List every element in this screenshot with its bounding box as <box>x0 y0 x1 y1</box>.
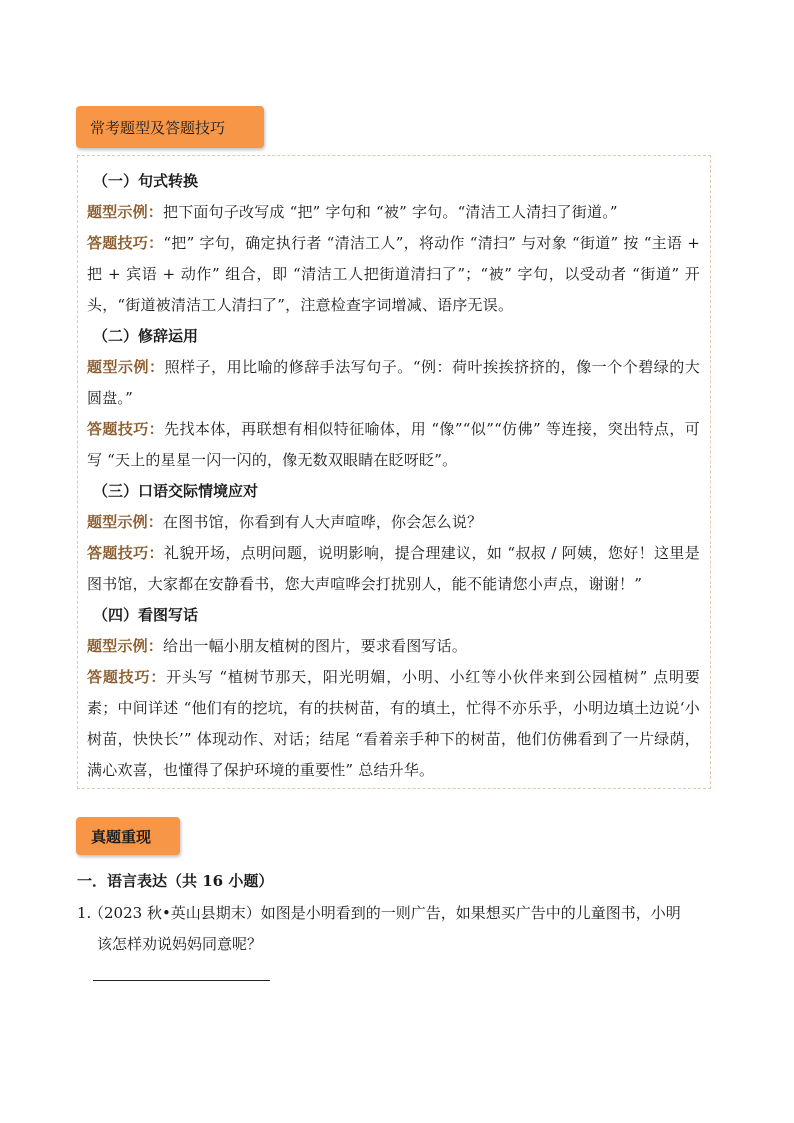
skill-text: 礼貌开场，点明问题，说明影响，提合理建议，如 “叔叔 / 阿姨，您好！这里是图书馆，大家都在安静看书，您大声喧哗会打扰别人，能不能请您小声点，谢谢！” <box>87 544 700 593</box>
example-label: 题型示例： <box>87 513 164 531</box>
skill-paragraph <box>87 538 700 600</box>
example-text: 给出一幅小朋友植树的图片，要求看图写话。 <box>163 637 468 655</box>
section-title: （二）修辞运用 <box>93 327 199 345</box>
skill-label: 答题技巧： <box>87 234 164 252</box>
example-paragraph <box>87 507 700 538</box>
skill-text: 先找本体，再联想有相似特征喻体，用 “像”“似”“仿佛” 等连接，突出特点，可写 “天上的星星一闪一闪的，像无数双眼睛在眨呀眨”。 <box>87 420 700 469</box>
example-text: 照样子，用比喻的修辞手法写句子。“例：荷叶挨挨挤挤的，像一个个碧绿的大圆盘。” <box>87 358 700 407</box>
section-tag-skills: 常考题型及答题技巧 <box>76 106 264 148</box>
section-tag-real-exam: 真题重现 <box>76 817 180 855</box>
example-text: 在图书馆，你看到有人大声喧哗，你会怎么说？ <box>163 513 483 531</box>
question-1-continuation: 该怎样劝说妈妈同意呢？ <box>97 935 263 953</box>
question-1 <box>77 898 717 960</box>
question-text: （2023 秋•英山县期末）如图是小明看到的一则广告，如果想买广告中的儿童图书，小明 <box>89 904 681 922</box>
skill-text: 开头写 “植树节那天，阳光明媚，小明、小红等小伙伴来到公园植树” 点明要素；中间详述 “他们有的挖坑，有的扶树苗，有的填土，忙得不亦乐乎，小明边填土边说‘小树苗，快快长’” 体现动作、对话；结尾 “看着亲手种下的树苗，他们仿佛看到了一片绿荫，满心欢喜，也懂得了保护环境的重要性” 总结升华。 <box>87 668 700 779</box>
section-4 <box>87 600 700 786</box>
section-3 <box>87 476 700 600</box>
section-title: （三）口语交际情境应对 <box>93 482 259 500</box>
example-paragraph <box>87 352 700 414</box>
question-group-heading: 一．语言表达（共 16 小题） <box>77 872 274 890</box>
example-label: 题型示例： <box>87 358 165 376</box>
skill-paragraph <box>87 414 700 476</box>
example-label: 题型示例： <box>87 203 164 221</box>
section-1 <box>87 166 700 321</box>
section-2 <box>87 321 700 476</box>
section-title: （一）句式转换 <box>93 172 199 190</box>
skill-paragraph <box>87 228 700 321</box>
example-label: 题型示例： <box>87 637 164 655</box>
section-title: （四）看图写话 <box>93 606 199 624</box>
example-paragraph <box>87 631 700 662</box>
skill-text: “把” 字句，确定执行者 “清洁工人”，将动作 “清扫” 与对象 “街道” 按 “主语 + 把 + 宾语 + 动作” 组合，即 “清洁工人把街道清扫了”；“被” 字句，以受动者 “街道” 开头，“街道被清洁工人清扫了”，注意检查字词增减、语序无误。 <box>87 234 700 314</box>
skill-paragraph <box>87 662 700 786</box>
example-text: 把下面句子改写成 “把” 字句和 “被” 字句。“清洁工人清扫了街道。” <box>163 203 618 221</box>
skill-label: 答题技巧： <box>87 668 167 686</box>
answer-blank-line[interactable] <box>93 980 270 981</box>
example-paragraph <box>87 197 700 228</box>
skill-label: 答题技巧： <box>87 544 164 562</box>
skills-box <box>77 155 711 789</box>
skill-label: 答题技巧： <box>87 420 165 438</box>
question-1-line <box>77 898 717 929</box>
question-number: 1. <box>77 904 92 922</box>
